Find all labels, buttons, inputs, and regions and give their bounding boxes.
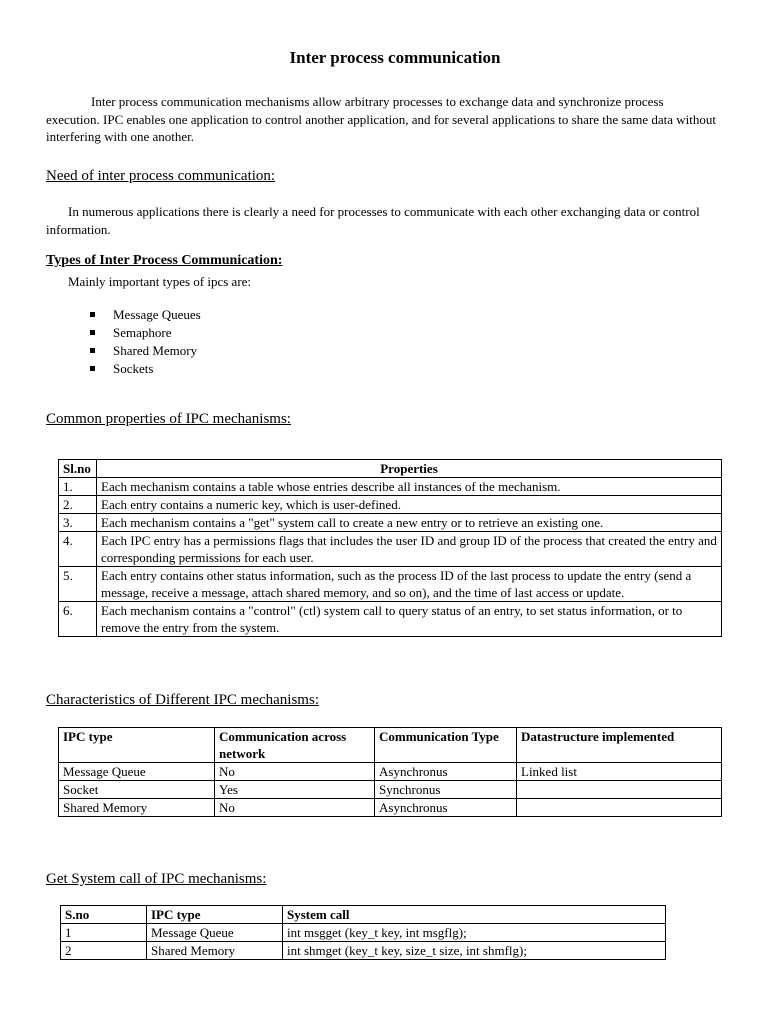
table-cell: Each mechanism contains a table whose entries describe all instances of the mechanism. [97,478,722,496]
table-cell: int msgget (key_t key, int msgflg); [283,924,666,942]
table-cell: Linked list [517,763,722,781]
table-cell: Asynchronus [375,799,517,817]
table-header: Communication across network [215,728,375,763]
table-header: IPC type [59,728,215,763]
table-header: Properties [97,460,722,478]
ipc-types-list [90,306,201,378]
table-cell: 3. [59,514,97,532]
list-item: Shared Memory [90,342,201,360]
need-heading: Need of inter process communication: [46,168,276,184]
table-cell: 2 [61,942,147,960]
properties-table [58,459,722,637]
table-header: System call [283,906,666,924]
page-title: Inter process communication [289,48,501,67]
characteristics-heading: Characteristics of Different IPC mechanisms: [46,692,319,708]
types-heading: Types of Inter Process Communication: [46,253,283,268]
table-row [59,763,722,781]
table-header: Datastructure implemented [517,728,722,763]
table-cell: Each IPC entry has a permissions flags that includes the user ID and group ID of the process that created the entry and corresponding permissions for each user. [97,532,722,567]
table-row [59,496,722,514]
table-cell: int shmget (key_t key, size_t size, int shmflg); [283,942,666,960]
table-cell: 4. [59,532,97,567]
properties-heading: Common properties of IPC mechanisms: [46,411,291,427]
table-row [59,567,722,602]
table-header: Sl.no [59,460,97,478]
table-row [61,924,666,942]
need-paragraph: In numerous applications there is clearly a need for processes to communicate with each other exchanging data or control information. [46,204,700,237]
table-cell: Asynchronus [375,763,517,781]
list-item: Message Queues [90,306,201,324]
table-header-row [61,906,666,924]
table-cell: No [215,799,375,817]
table-cell: Each mechanism contains a "get" system call to create a new entry or to retrieve an existing one. [97,514,722,532]
table-row [61,942,666,960]
table-cell: Shared Memory [147,942,283,960]
table-cell: Message Queue [147,924,283,942]
table-row [59,602,722,637]
characteristics-table [58,727,722,817]
table-cell [517,781,722,799]
table-cell: Each mechanism contains a "control" (ctl) system call to query status of an entry, to set status information, or to remove the entry from the system. [97,602,722,637]
types-intro: Mainly important types of ipcs are: [68,274,252,289]
table-cell: No [215,763,375,781]
syscall-table [60,905,666,960]
list-item: Sockets [90,360,201,378]
table-row [59,781,722,799]
syscall-heading: Get System call of IPC mechanisms: [46,871,267,887]
table-header: S.no [61,906,147,924]
table-cell: 5. [59,567,97,602]
table-row [59,478,722,496]
table-cell: 6. [59,602,97,637]
table-header-row [59,728,722,763]
table-row [59,532,722,567]
table-cell: Each entry contains a numeric key, which is user-defined. [97,496,722,514]
table-cell: Synchronus [375,781,517,799]
table-cell [517,799,722,817]
table-cell: Socket [59,781,215,799]
intro-paragraph: Inter process communication mechanisms allow arbitrary processes to exchange data and synchronize process execution. IPC enables one application to control another application, and for several applications to share the same data without interfering with one another. [46,94,717,144]
table-cell: 2. [59,496,97,514]
table-header: IPC type [147,906,283,924]
table-header: Communication Type [375,728,517,763]
table-cell: Yes [215,781,375,799]
list-item: Semaphore [90,324,201,342]
table-header-row [59,460,722,478]
table-cell: 1 [61,924,147,942]
table-cell: Shared Memory [59,799,215,817]
table-cell: Each entry contains other status information, such as the process ID of the last process to update the entry (send a message, receive a message, attach shared memory, and so on), and the time of last access or update. [97,567,722,602]
table-row [59,799,722,817]
table-cell: Message Queue [59,763,215,781]
table-cell: 1. [59,478,97,496]
table-row [59,514,722,532]
